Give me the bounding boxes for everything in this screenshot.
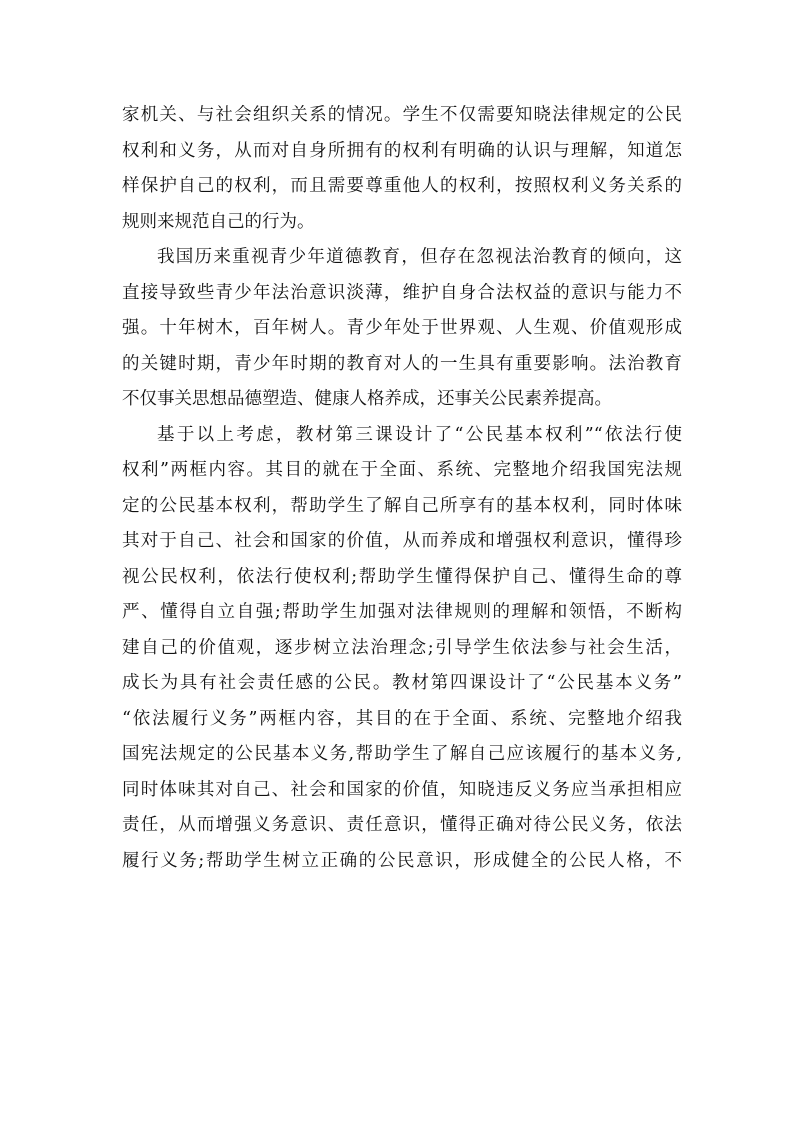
text-line: 国宪法规定的公民基本义务,帮助学生了解自己应该履行的基本义务, [122,744,682,764]
text-line: 基于以上考虑，教材第三课设计了“公民基本权利”“依法行使 [157,424,682,445]
text-line: 的关键时期，青少年时期的教育对人的一生具有重要影响。法治教育 [122,353,682,374]
paragraph-1 [122,98,682,240]
paragraph-3 [122,418,682,880]
text-line: “依法履行义务”两框内容，其目的在于全面、系统、完整地介绍我 [122,708,682,729]
text-line: 同时体味其对自己、社会和国家的价值，知晓违反义务应当承担相应 [122,779,682,800]
text-line: 家机关、与社会组织关系的情况。学生不仅需要知晓法律规定的公民 [122,105,682,125]
text-line: 定的公民基本权利，帮助学生了解自己所享有的基本权利，同时体味 [122,495,682,516]
text-line: 严、懂得自立自强;帮助学生加强对法律规则的理解和领悟，不断构 [122,602,682,622]
text-line: 建自己的价值观，逐步树立法治理念;引导学生依法参与社会生活， [122,637,682,658]
document-body [122,98,682,879]
text-line: 权利和义务，从而对自身所拥有的权利有明确的认识与理解，知道怎 [122,140,682,161]
text-line: 视公民权利，依法行使权利;帮助学生懂得保护自己、懂得生命的尊 [122,566,682,587]
text-line: 责任，从而增强义务意识、责任意识，懂得正确对待公民义务，依法 [122,815,682,835]
text-line: 不仅事关思想品德塑造、健康人格养成，还事关公民素养提高。 [122,389,612,409]
text-line: 履行义务;帮助学生树立正确的公民意识，形成健全的公民人格，不 [122,850,682,871]
text-line: 直接导致些青少年法治意识淡薄，维护自身合法权益的意识与能力不 [122,282,682,303]
text-line: 我国历来重视青少年道德教育，但存在忽视法治教育的倾向，这 [157,247,682,267]
paragraph-2 [122,240,682,418]
text-line: 权利”两框内容。其目的就在于全面、系统、完整地介绍我国宪法规 [122,460,682,480]
text-line: 强。十年树木，百年树人。青少年处于世界观、人生观、价值观形成 [122,318,682,338]
text-line: 其对于自己、社会和国家的价值，从而养成和增强权利意识，懂得珍 [122,531,682,551]
text-line: 成长为具有社会责任感的公民。教材第四课设计了“公民基本义务” [122,673,682,693]
text-line: 规则来规范自己的行为。 [122,211,315,232]
text-line: 样保护自己的权利，而且需要尊重他人的权利，按照权利义务关系的 [122,176,682,196]
